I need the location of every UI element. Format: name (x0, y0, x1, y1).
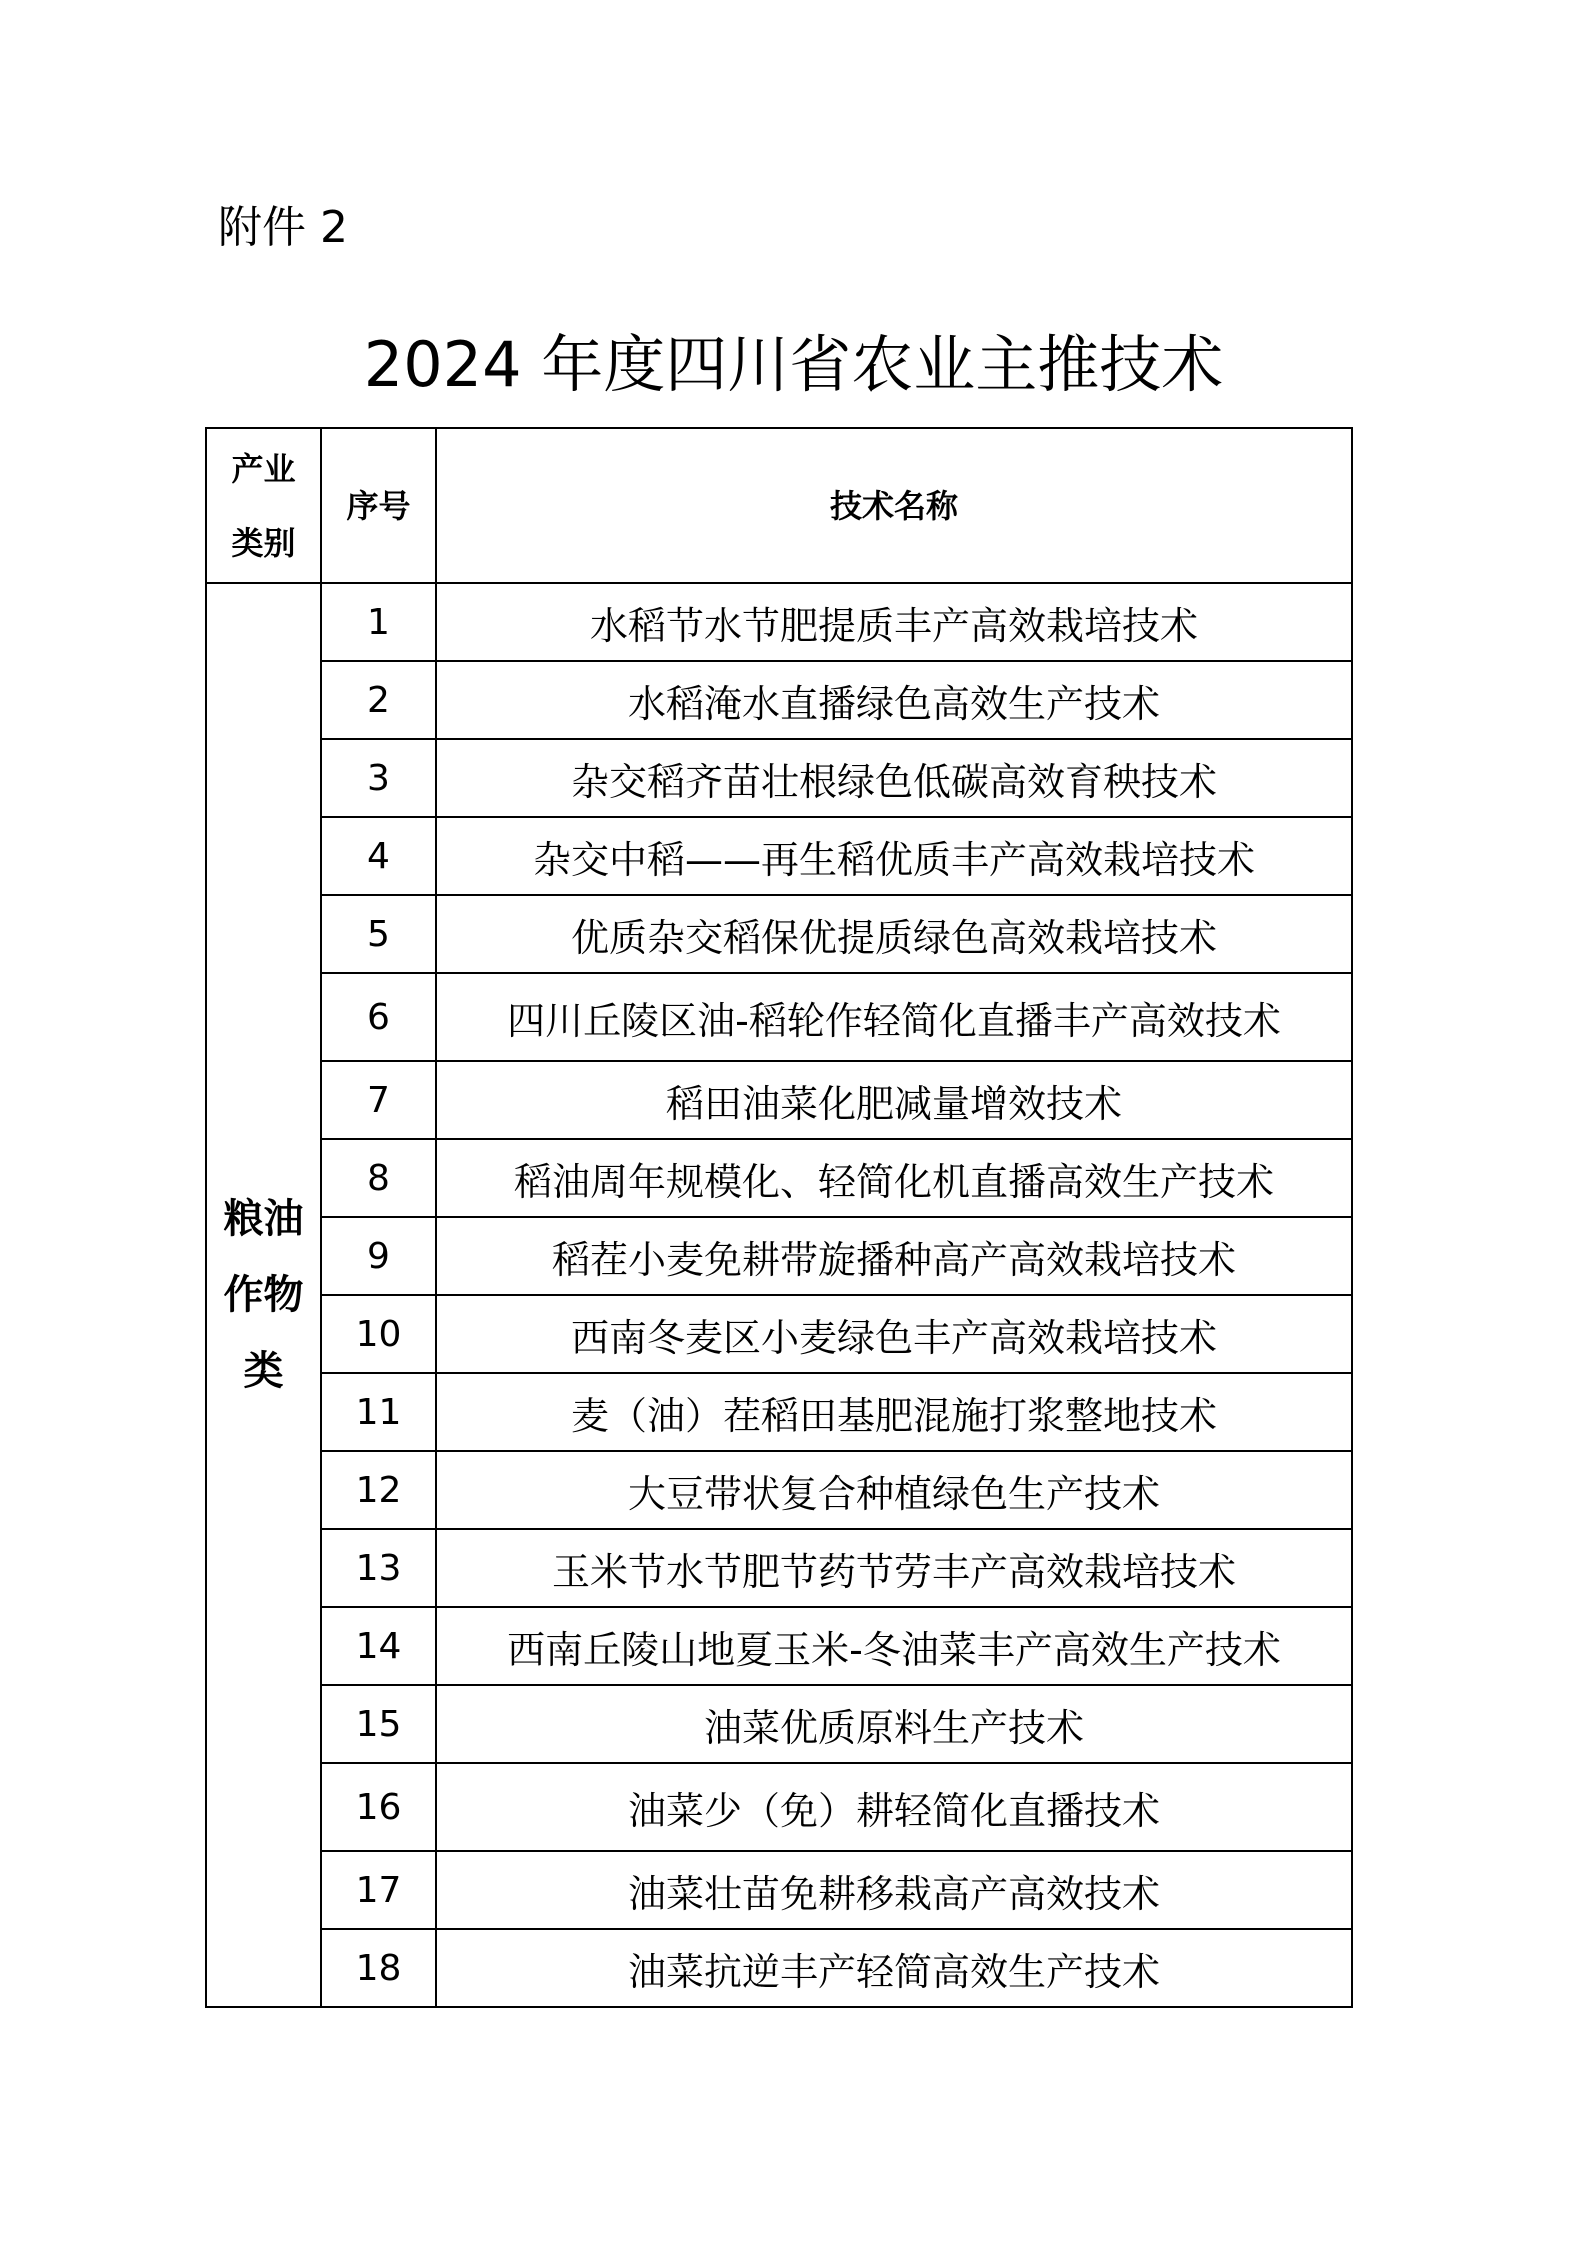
technology-name: 水稻节水节肥提质丰产高效栽培技术 (436, 583, 1352, 661)
row-number: 6 (321, 973, 436, 1061)
table-row (206, 583, 1352, 661)
header-number: 序号 (321, 428, 436, 583)
category-line1: 粮油 (223, 1196, 304, 1242)
table-row (206, 739, 1352, 817)
technology-name: 油菜壮苗免耕移栽高产高效技术 (436, 1851, 1352, 1929)
technology-name: 水稻淹水直播绿色高效生产技术 (436, 661, 1352, 739)
table-row (206, 1217, 1352, 1295)
row-number: 8 (321, 1139, 436, 1217)
technology-table (205, 427, 1353, 2008)
table-row (206, 1763, 1352, 1851)
category-line2: 作物 (223, 1272, 304, 1318)
attachment-label: 附件 2 (218, 202, 348, 253)
table-row (206, 1607, 1352, 1685)
technology-name: 西南冬麦区小麦绿色丰产高效栽培技术 (436, 1295, 1352, 1373)
row-number: 17 (321, 1851, 436, 1929)
row-number: 18 (321, 1929, 436, 2007)
table-row (206, 1295, 1352, 1373)
technology-name: 油菜优质原料生产技术 (436, 1685, 1352, 1763)
table-row (206, 973, 1352, 1061)
row-number: 15 (321, 1685, 436, 1763)
technology-name: 杂交稻齐苗壮根绿色低碳高效育秧技术 (436, 739, 1352, 817)
technology-name: 麦（油）茬稻田基肥混施打浆整地技术 (436, 1373, 1352, 1451)
row-number: 11 (321, 1373, 436, 1451)
row-number: 4 (321, 817, 436, 895)
row-number: 2 (321, 661, 436, 739)
table-row (206, 661, 1352, 739)
table-row (206, 1139, 1352, 1217)
header-category-line2: 类别 (231, 523, 296, 562)
row-number: 1 (321, 583, 436, 661)
header-category (206, 428, 321, 583)
document-title: 2024 年度四川省农业主推技术 (363, 328, 1224, 401)
row-number: 14 (321, 1607, 436, 1685)
category-line3: 类 (243, 1348, 284, 1394)
technology-name: 稻油周年规模化、轻简化机直播高效生产技术 (436, 1139, 1352, 1217)
row-number: 16 (321, 1763, 436, 1851)
row-number: 5 (321, 895, 436, 973)
header-category-line1: 产业 (231, 449, 296, 488)
category-cell (206, 583, 321, 2007)
header-name: 技术名称 (436, 428, 1352, 583)
table-row (206, 1851, 1352, 1929)
row-number: 3 (321, 739, 436, 817)
table-row (206, 1451, 1352, 1529)
technology-name: 稻田油菜化肥减量增效技术 (436, 1061, 1352, 1139)
row-number: 12 (321, 1451, 436, 1529)
technology-name: 油菜少（免）耕轻简化直播技术 (436, 1763, 1352, 1851)
table-row (206, 1373, 1352, 1451)
table-row (206, 1061, 1352, 1139)
technology-name: 优质杂交稻保优提质绿色高效栽培技术 (436, 895, 1352, 973)
table-row (206, 895, 1352, 973)
row-number: 7 (321, 1061, 436, 1139)
table-row (206, 1929, 1352, 2007)
technology-name: 稻茬小麦免耕带旋播种高产高效栽培技术 (436, 1217, 1352, 1295)
row-number: 9 (321, 1217, 436, 1295)
table-row (206, 1685, 1352, 1763)
technology-name: 玉米节水节肥节药节劳丰产高效栽培技术 (436, 1529, 1352, 1607)
table-row (206, 817, 1352, 895)
technology-name: 西南丘陵山地夏玉米-冬油菜丰产高效生产技术 (436, 1607, 1352, 1685)
technology-name: 大豆带状复合种植绿色生产技术 (436, 1451, 1352, 1529)
technology-name: 四川丘陵区油-稻轮作轻简化直播丰产高效技术 (436, 973, 1352, 1061)
row-number: 10 (321, 1295, 436, 1373)
technology-name: 油菜抗逆丰产轻简高效生产技术 (436, 1929, 1352, 2007)
table-row (206, 1529, 1352, 1607)
row-number: 13 (321, 1529, 436, 1607)
technology-name: 杂交中稻——再生稻优质丰产高效栽培技术 (436, 817, 1352, 895)
table-header-row (206, 428, 1352, 583)
